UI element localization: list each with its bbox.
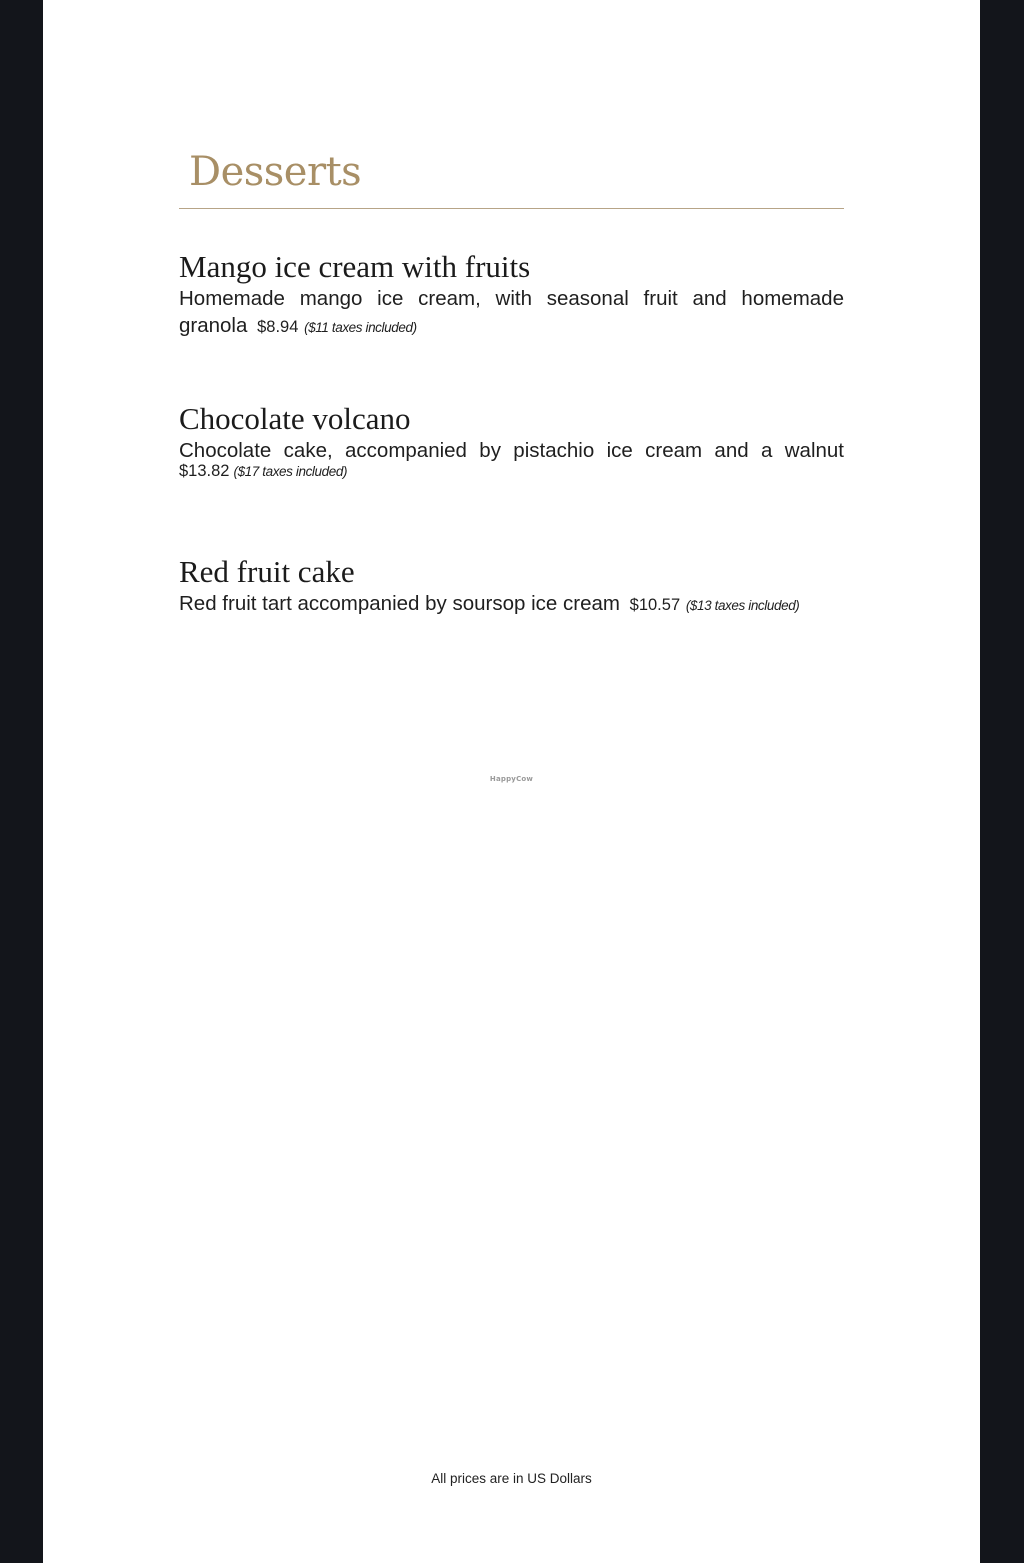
item-price-line <box>179 461 844 481</box>
menu-item <box>179 249 844 341</box>
item-name: Mango ice cream with fruits <box>179 249 531 284</box>
item-description-text: Red fruit tart accompanied by soursop ice cream <box>179 592 620 615</box>
menu-item <box>179 401 844 481</box>
item-tax-note: ($13 taxes included) <box>685 598 800 613</box>
item-price: $13.82 <box>179 462 230 480</box>
item-tax-note: ($11 taxes included) <box>304 320 417 335</box>
item-price: $8.94 <box>257 318 299 336</box>
menu-page <box>43 0 980 1563</box>
item-description-text: Homemade mango ice cream, with seasonal fruit and homemade granola <box>179 287 844 337</box>
item-description <box>179 590 844 619</box>
footer-note: All prices are in US Dollars <box>431 1471 592 1486</box>
section-title: Desserts <box>189 149 362 195</box>
menu-item <box>179 554 844 619</box>
item-description: Chocolate cake, accompanied by pistachio ice cream and a walnut <box>179 439 844 462</box>
watermark-logo: HappyCow <box>489 775 534 783</box>
item-name: Red fruit cake <box>179 554 355 589</box>
item-name: Chocolate volcano <box>179 401 411 436</box>
title-divider <box>179 208 844 209</box>
item-description <box>179 285 844 341</box>
item-tax-note: ($17 taxes included) <box>233 464 348 479</box>
item-price: $10.57 <box>629 596 681 614</box>
